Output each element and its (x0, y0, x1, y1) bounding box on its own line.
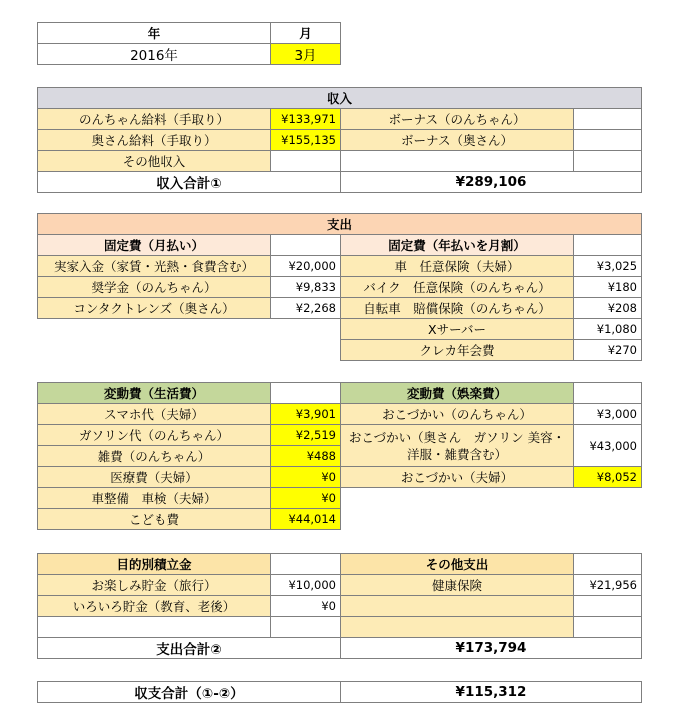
expense-label: クレカ年会費 (341, 340, 574, 361)
expense-label: コンタクトレンズ（奥さん） (38, 298, 271, 319)
variable-label: ガソリン代（のんちゃん） (38, 425, 271, 446)
expense-total-label: 支出合計② (38, 638, 341, 659)
savings-value[interactable]: ¥0 (271, 596, 341, 617)
purpose-savings-header: 目的別積立金 (38, 554, 271, 575)
other-expense-value[interactable]: ¥21,956 (574, 575, 642, 596)
income-value[interactable] (574, 130, 642, 151)
balance-table (37, 681, 642, 703)
expense-label: 自転車 賠償保険（のんちゃん） (341, 298, 574, 319)
variable-label: おこづかい（夫婦） (341, 467, 574, 488)
income-label: ボーナス（のんちゃん） (341, 109, 574, 130)
variable-label: おこづかい（のんちゃん） (341, 404, 574, 425)
savings-value[interactable] (271, 617, 341, 638)
savings-table (37, 553, 642, 659)
variable-value[interactable]: ¥3,000 (574, 404, 642, 425)
fixed-monthly-header: 固定費（月払い） (38, 235, 271, 256)
other-expense-label: 健康保険 (341, 575, 574, 596)
other-expense-header: その他支出 (341, 554, 574, 575)
savings-label: いろいろ貯金（教育、老後） (38, 596, 271, 617)
expense-value[interactable]: ¥2,268 (271, 298, 341, 319)
variable-value[interactable]: ¥2,519 (271, 425, 341, 446)
expense-value[interactable]: ¥208 (574, 298, 642, 319)
variable-label: 雑費（のんちゃん） (38, 446, 271, 467)
fun-header: 変動費（娯楽費） (341, 383, 574, 404)
expense-label: 車 任意保険（夫婦） (341, 256, 574, 277)
expense-value[interactable]: ¥1,080 (574, 319, 642, 340)
savings-label (38, 617, 271, 638)
income-label: その他収入 (38, 151, 271, 172)
income-label: のんちゃん給料（手取り） (38, 109, 271, 130)
expense-value[interactable]: ¥180 (574, 277, 642, 298)
expense-value[interactable]: ¥270 (574, 340, 642, 361)
income-value[interactable]: ¥133,971 (271, 109, 341, 130)
variable-label: 医療費（夫婦） (38, 467, 271, 488)
year-value[interactable]: 2016年 (38, 44, 271, 65)
other-expense-label (341, 596, 574, 617)
expense-title: 支出 (38, 214, 642, 235)
expense-value[interactable]: ¥20,000 (271, 256, 341, 277)
fixed-expense-table (37, 213, 642, 361)
expense-total-value: ¥173,794 (341, 638, 642, 659)
income-title: 収入 (38, 88, 642, 109)
income-value[interactable] (271, 151, 341, 172)
variable-value[interactable]: ¥3,901 (271, 404, 341, 425)
income-label: ボーナス（奥さん） (341, 130, 574, 151)
year-label: 年 (38, 23, 271, 44)
income-value[interactable] (574, 151, 642, 172)
income-total-label: 収入合計① (38, 172, 341, 193)
variable-value[interactable]: ¥488 (271, 446, 341, 467)
other-expense-value[interactable] (574, 596, 642, 617)
balance-value: ¥115,312 (341, 682, 642, 703)
month-value[interactable]: 3月 (271, 44, 341, 65)
expense-label: バイク 任意保険（のんちゃん） (341, 277, 574, 298)
living-header: 変動費（生活費） (38, 383, 271, 404)
variable-label: スマホ代（夫婦） (38, 404, 271, 425)
other-expense-value[interactable] (574, 617, 642, 638)
expense-label: 奨学金（のんちゃん） (38, 277, 271, 298)
savings-value[interactable]: ¥10,000 (271, 575, 341, 596)
balance-label: 収支合計（①-②） (38, 682, 341, 703)
fixed-annual-header: 固定費（年払いを月割） (341, 235, 574, 256)
variable-value[interactable]: ¥44,014 (271, 509, 341, 530)
expense-value[interactable]: ¥9,833 (271, 277, 341, 298)
variable-value[interactable]: ¥8,052 (574, 467, 642, 488)
variable-expense-table (37, 382, 642, 530)
variable-value[interactable]: ¥0 (271, 488, 341, 509)
income-value[interactable]: ¥155,135 (271, 130, 341, 151)
expense-label: Xサーバー (341, 319, 574, 340)
variable-value[interactable]: ¥43,000 (574, 425, 642, 467)
income-total-value: ¥289,106 (341, 172, 642, 193)
income-table (37, 87, 642, 193)
variable-value[interactable]: ¥0 (271, 467, 341, 488)
variable-label: おこづかい（奥さん ガソリン 美容・洋服・雑費含む） (341, 425, 574, 467)
month-label: 月 (271, 23, 341, 44)
income-label (341, 151, 574, 172)
income-value[interactable] (574, 109, 642, 130)
variable-label: こども費 (38, 509, 271, 530)
expense-label: 実家入金（家賃・光熱・食費含む） (38, 256, 271, 277)
other-expense-label (341, 617, 574, 638)
income-label: 奥さん給料（手取り） (38, 130, 271, 151)
variable-label: 車整備 車検（夫婦） (38, 488, 271, 509)
savings-label: お楽しみ貯金（旅行） (38, 575, 271, 596)
expense-value[interactable]: ¥3,025 (574, 256, 642, 277)
year-month-table (37, 22, 341, 65)
